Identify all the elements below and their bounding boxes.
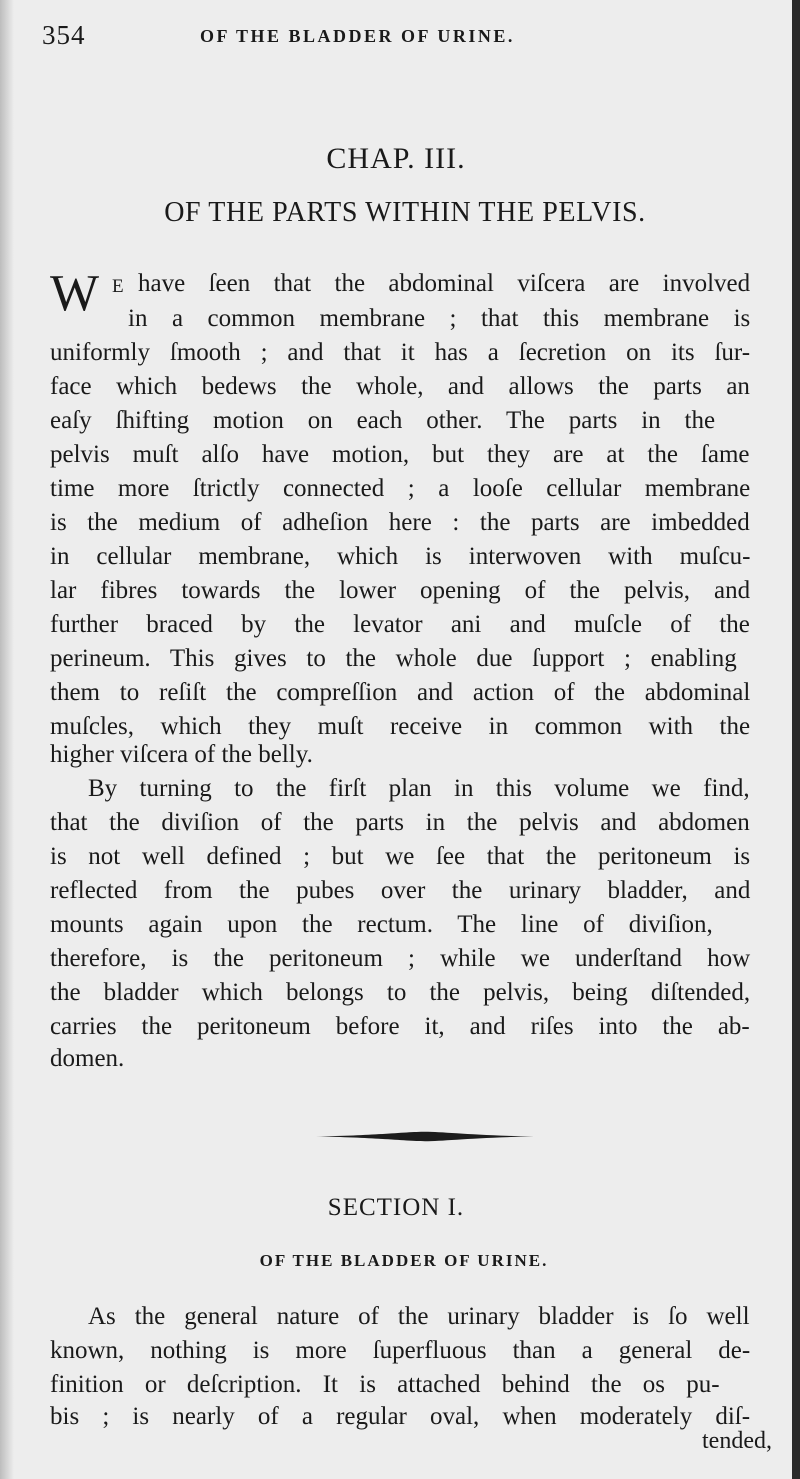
text-line: have ſeen that the abdominal viſcera are involved: [138, 270, 751, 297]
running-title: OF THE BLADDER OF URINE.: [200, 26, 515, 46]
text-line: in a common membrane ; that this membrane is: [128, 305, 751, 332]
text-line: the bladder which belongs to the pelvis, being diſtended,: [50, 979, 751, 1006]
text-line: them to reſiſt the compreſſion and action of the abdominal: [50, 679, 751, 706]
first-word-small-caps: E: [112, 276, 124, 297]
chapter-title: OF THE PARTS WITHIN THE PELVIS.: [164, 197, 646, 228]
text-line: mounts again upon the rectum. The line of diviſion,: [50, 911, 713, 938]
section-title: SECTION I.: [327, 1194, 465, 1221]
text-line: uniformly ſmooth ; and that it has a ſecretion on its ſur-: [50, 339, 751, 366]
text-line: time more ſtrictly connected ; a looſe cellular membrane: [50, 475, 751, 502]
page-number: 354: [42, 20, 86, 50]
text-line: perineum. This gives to the whole due ſupport ; enabling: [50, 645, 737, 672]
text-line: reflected from the pubes over the urinary bladder, and: [50, 877, 751, 904]
text-line: known, nothing is more ſuperfluous than a general de-: [50, 1337, 751, 1364]
section-subtitle: OF THE BLADDER OF URINE.: [259, 1251, 549, 1270]
text-line: eaſy ſhifting motion on each other. The parts in the: [50, 407, 716, 434]
text-line: is the medium of adheſion here : the parts are imbedded: [50, 509, 750, 536]
chapter-number: CHAP. III.: [326, 142, 466, 175]
text-line: bis ; is nearly of a regular oval, when moderately diſ-: [50, 1403, 751, 1430]
ornamental-rule: [316, 1131, 534, 1142]
text-line: in cellular membrane, which is interwoven with muſcu-: [50, 543, 751, 570]
text-line: that the diviſion of the parts in the pelvis and abdomen: [50, 809, 750, 836]
catchword: tended,: [702, 1428, 772, 1454]
text-line: face which bedews the whole, and allows the parts an: [50, 373, 750, 400]
text-line: further braced by the levator ani and muſcle of the: [50, 611, 750, 638]
text-line: pelvis muſt alſo have motion, but they are at the ſame: [50, 441, 750, 468]
text-line: As the general nature of the urinary bladder is ſo well: [88, 1303, 750, 1330]
text-line: therefore, is the peritoneum ; while we underſtand how: [50, 945, 751, 972]
text-line: muſcles, which they muſt receive in common with the: [50, 713, 751, 740]
text-line: finition or deſcription. It is attached behind the os pu-: [50, 1371, 720, 1398]
text-line: carries the peritoneum before it, and riſes into the ab-: [50, 1013, 750, 1040]
drop-cap: W: [50, 265, 100, 322]
text-line: is not well defined ; but we ſee that the peritoneum is: [50, 843, 751, 870]
text-line: higher viſcera of the belly.: [50, 741, 313, 768]
text-line: lar fibres towards the lower opening of the pelvis, and: [50, 577, 751, 604]
text-line: domen.: [50, 1045, 125, 1072]
text-line: By turning to the firſt plan in this volume we find,: [88, 775, 750, 802]
running-head: [42, 20, 762, 50]
